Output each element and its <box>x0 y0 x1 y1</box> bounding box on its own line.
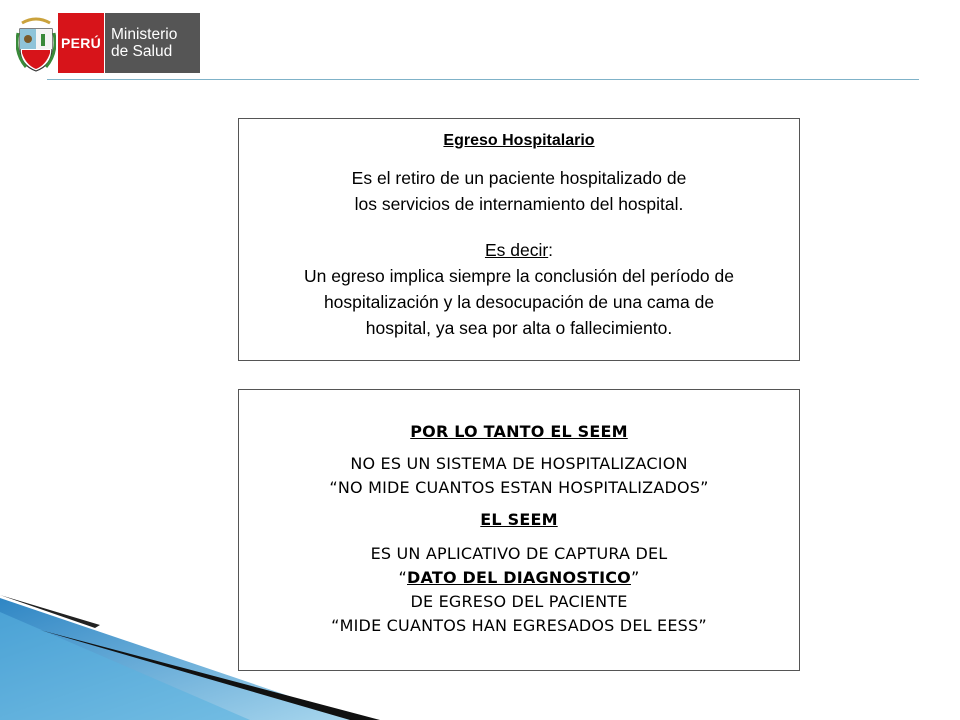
seem-line6: “MIDE CUANTOS HAN EGRESADOS DEL EESS” <box>331 616 707 635</box>
definition-title: Egreso Hospitalario <box>443 132 595 149</box>
es-decir-line <box>239 237 799 263</box>
definition-box <box>238 118 800 361</box>
ministry-label <box>104 13 200 73</box>
seem-line4-core: DATO DEL DIAGNOSTICO <box>407 568 631 587</box>
seem-line4-open: “ <box>398 568 408 587</box>
explain-line2: hospitalización y la desocupación de una cama de <box>323 292 715 312</box>
peru-label: PERÚ <box>58 13 104 73</box>
seem-subtitle: EL SEEM <box>480 510 558 529</box>
seem-line4 <box>239 566 799 590</box>
ministry-logo <box>16 13 200 75</box>
ministry-line1: Ministerio <box>111 26 178 43</box>
definition-line1: Es el retiro de un paciente hospitalizado de <box>351 168 687 188</box>
seem-title: POR LO TANTO EL SEEM <box>410 422 628 441</box>
coat-of-arms-icon <box>16 13 56 75</box>
seem-line3: ES UN APLICATIVO DE CAPTURA DEL <box>370 544 668 563</box>
es-decir-label: Es decir <box>484 240 549 260</box>
ministry-line2: de Salud <box>111 43 173 60</box>
seem-line1: NO ES UN SISTEMA DE HOSPITALIZACION <box>350 454 688 473</box>
es-decir-colon: : <box>548 240 554 260</box>
seem-line5: DE EGRESO DEL PACIENTE <box>410 592 628 611</box>
explain-line3: hospital, ya sea por alta o fallecimiento. <box>365 318 673 338</box>
explain-line1: Un egreso implica siempre la conclusión del período de <box>304 266 734 286</box>
seem-line2: “NO MIDE CUANTOS ESTAN HOSPITALIZADOS” <box>329 478 709 497</box>
definition-line2: los servicios de internamiento del hospital. <box>354 194 684 214</box>
seem-line4-close: ” <box>630 568 640 587</box>
header-divider <box>47 79 919 80</box>
decorative-corner <box>0 590 380 720</box>
